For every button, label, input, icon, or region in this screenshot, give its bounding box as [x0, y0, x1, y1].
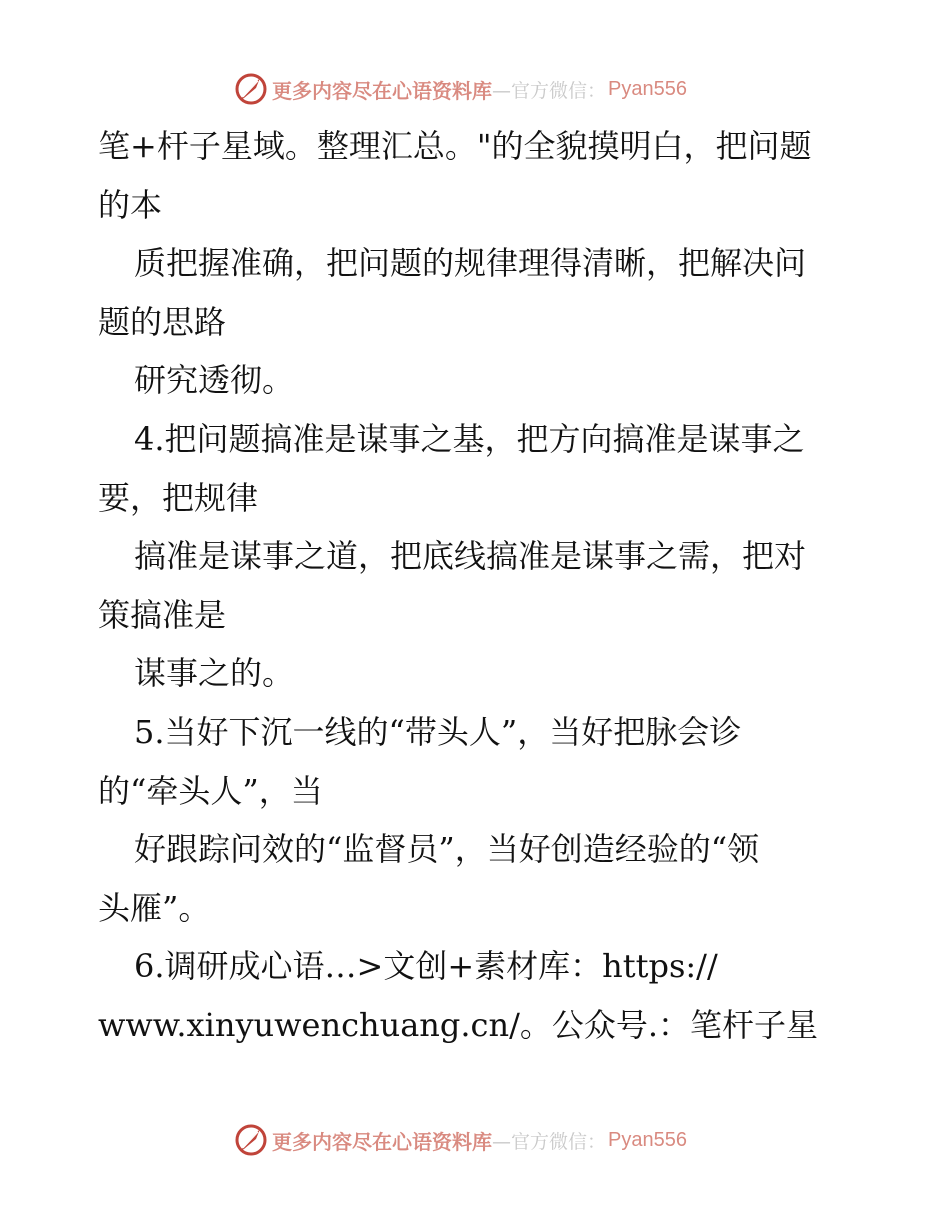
document-body: [98, 117, 898, 1055]
footer-watermark-banner: [234, 1123, 687, 1157]
banner-official-label: —官方微信：: [492, 1130, 607, 1153]
text-line: 的“牵头人”，当: [98, 771, 323, 810]
banner-wechat-id: Pyan556: [608, 1128, 687, 1151]
text-line: 要，把规律: [98, 478, 259, 517]
header-watermark-banner: [234, 72, 687, 106]
banner-brand-text: 更多内容尽在心语资料库: [272, 78, 492, 103]
text-line: 的本: [98, 185, 163, 224]
banner-official-label: —官方微信：: [492, 79, 607, 102]
text-line: 6.调研成心语…>文创+素材库：https://: [134, 947, 718, 986]
banner-wechat-id: Pyan556: [608, 77, 687, 100]
text-line: 4.把问题搞准是谋事之基，把方向搞准是谋事之: [134, 419, 805, 458]
text-line: 5.当好下沉一线的“带头人”，当好把脉会诊: [134, 712, 742, 751]
text-line: 策搞准是: [98, 595, 227, 634]
text-line: 笔+杆子星域。整理汇总。"的全貌摸明白，把问题: [98, 127, 812, 165]
quill-logo-icon: [234, 1123, 268, 1157]
text-line: 搞准是谋事之道，把底线搞准是谋事之需，把对: [134, 537, 807, 576]
text-line: 质把握准确，把问题的规律理得清晰，把解决问: [134, 244, 807, 283]
text-line: www.xinyuwenchuang.cn/。公众号.：笔杆子星: [98, 1005, 819, 1044]
text-line: 好跟踪问效的“监督员”，当好创造经验的“领: [134, 830, 760, 869]
text-line: 头雁”。: [98, 888, 211, 927]
text-line: 研究透彻。: [134, 361, 295, 400]
banner-brand-text: 更多内容尽在心语资料库: [272, 1129, 492, 1154]
quill-logo-icon: [234, 72, 268, 106]
text-line: 题的思路: [98, 302, 227, 341]
text-line: 谋事之的。: [134, 654, 295, 693]
